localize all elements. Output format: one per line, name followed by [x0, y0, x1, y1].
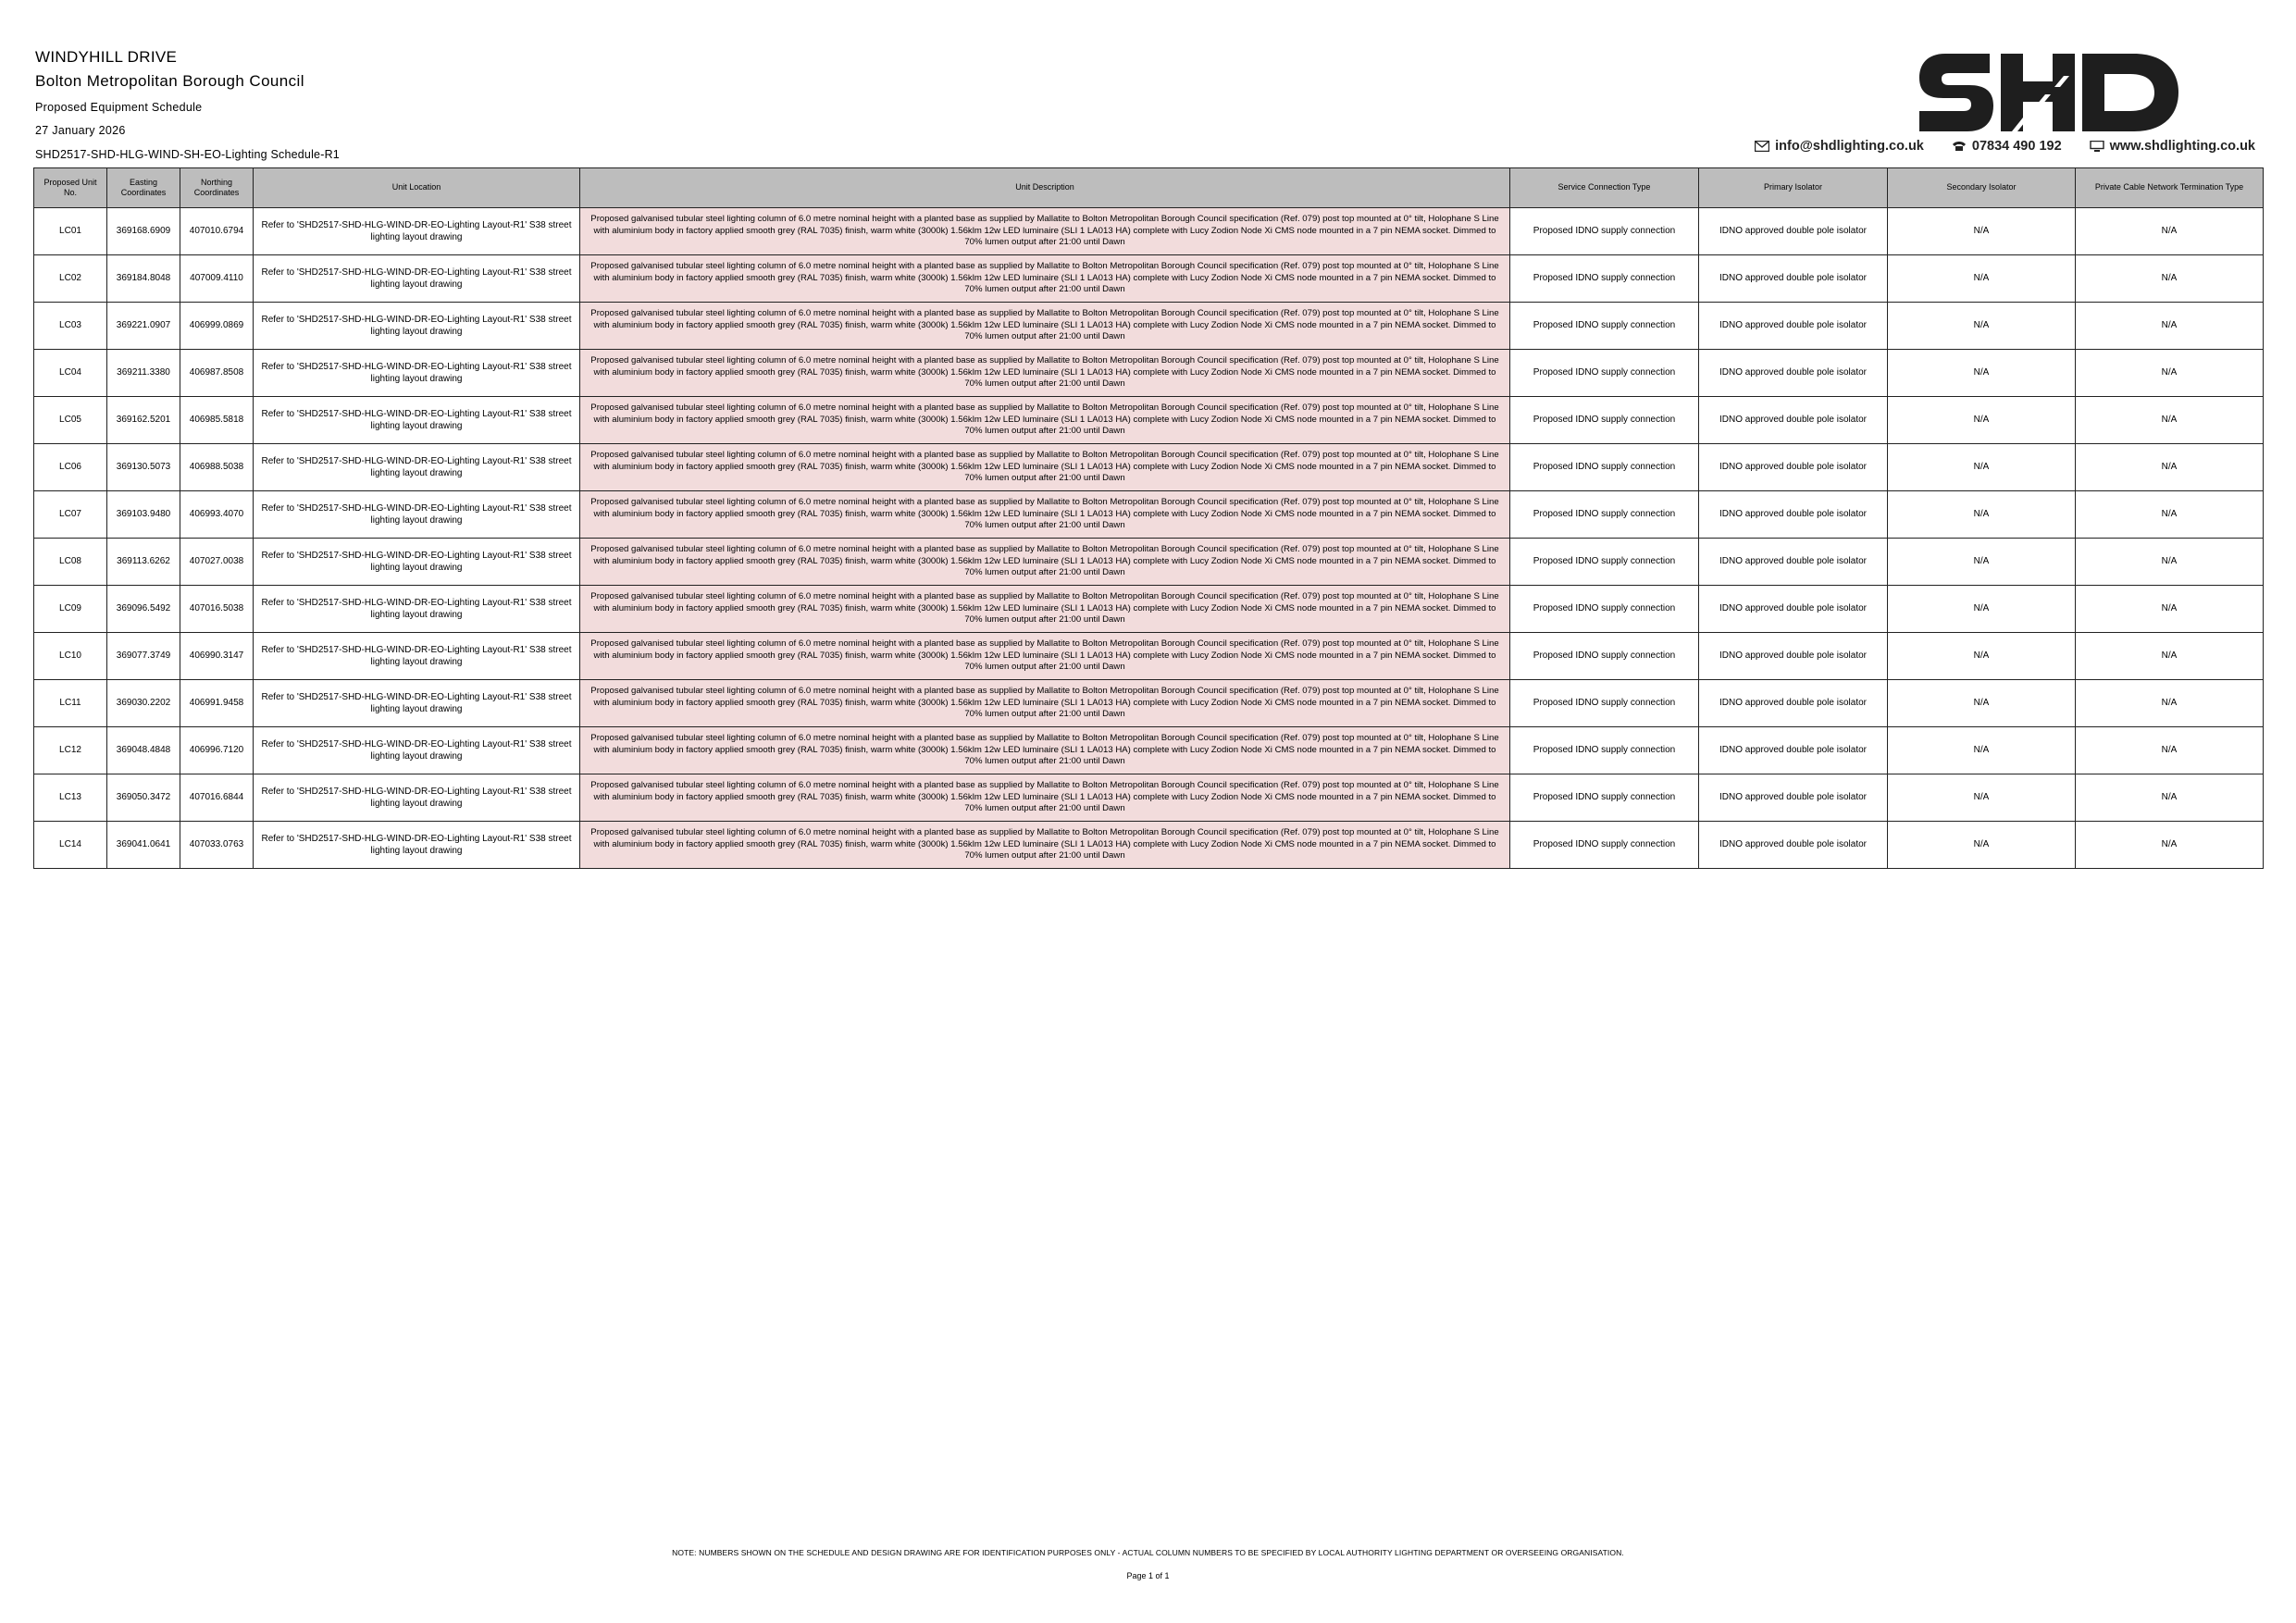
- logo-letter-s: [1919, 54, 1993, 131]
- contact-email[interactable]: [1755, 139, 1924, 154]
- table-row: [34, 255, 2264, 303]
- unit-no-cell: LC05: [34, 397, 107, 444]
- service-connection-cell: Proposed IDNO supply connection: [1510, 491, 1699, 539]
- termination-type-cell: N/A: [2076, 208, 2264, 255]
- column-header: Northing Coordinates: [180, 168, 254, 208]
- unit-no-cell: LC02: [34, 255, 107, 303]
- contact-bar: [1755, 139, 2255, 154]
- column-header: Secondary Isolator: [1888, 168, 2076, 208]
- table-row: [34, 303, 2264, 350]
- northing-cell: 407016.6844: [180, 774, 254, 822]
- secondary-isolator-cell: N/A: [1888, 303, 2076, 350]
- service-connection-cell: Proposed IDNO supply connection: [1510, 397, 1699, 444]
- unit-no-cell: LC06: [34, 444, 107, 491]
- unit-location-cell: Refer to 'SHD2517-SHD-HLG-WIND-DR-EO-Lighting Layout-R1' S38 street lighting layout drawing: [254, 680, 580, 727]
- unit-description-cell: Proposed galvanised tubular steel lighting column of 6.0 metre nominal height with a planted base as supplied by Mallatite to Bolton Metropolitan Borough Council specification (Ref. 079) post top mounted at 0° tilt, Holophane S Line with aluminium body in factory applied smooth grey (RAL 7035) finish, warm white (3000k) 1.56klm 12w LED luminaire (SLI 1 LA013 HA) complete with Lucy Zodion Node Xi CMS node mounted in a 7 pin NEMA socket. Dimmed to 70% lumen output after 21:00 until Dawn: [580, 397, 1510, 444]
- termination-type-cell: N/A: [2076, 586, 2264, 633]
- table-body: [34, 208, 2264, 869]
- unit-no-cell: LC01: [34, 208, 107, 255]
- unit-location-cell: Refer to 'SHD2517-SHD-HLG-WIND-DR-EO-Lighting Layout-R1' S38 street lighting layout drawing: [254, 539, 580, 586]
- primary-isolator-cell: IDNO approved double pole isolator: [1699, 208, 1888, 255]
- document-title: Proposed Equipment Schedule: [35, 101, 203, 114]
- contact-phone-text: 07834 490 192: [1971, 139, 2062, 154]
- primary-isolator-cell: IDNO approved double pole isolator: [1699, 350, 1888, 397]
- termination-type-cell: N/A: [2076, 303, 2264, 350]
- contact-web[interactable]: [2090, 139, 2255, 154]
- secondary-isolator-cell: N/A: [1888, 397, 2076, 444]
- client-name: Bolton Metropolitan Borough Council: [35, 72, 304, 90]
- table-row: [34, 539, 2264, 586]
- termination-type-cell: N/A: [2076, 397, 2264, 444]
- primary-isolator-cell: IDNO approved double pole isolator: [1699, 539, 1888, 586]
- envelope-icon: [1755, 141, 1769, 152]
- column-header: Unit Location: [254, 168, 580, 208]
- northing-cell: 407033.0763: [180, 822, 254, 869]
- table-row: [34, 208, 2264, 255]
- unit-no-cell: LC14: [34, 822, 107, 869]
- secondary-isolator-cell: N/A: [1888, 255, 2076, 303]
- termination-type-cell: N/A: [2076, 255, 2264, 303]
- unit-location-cell: Refer to 'SHD2517-SHD-HLG-WIND-DR-EO-Lighting Layout-R1' S38 street lighting layout drawing: [254, 208, 580, 255]
- easting-cell: 369050.3472: [107, 774, 180, 822]
- service-connection-cell: Proposed IDNO supply connection: [1510, 822, 1699, 869]
- primary-isolator-cell: IDNO approved double pole isolator: [1699, 303, 1888, 350]
- termination-type-cell: N/A: [2076, 822, 2264, 869]
- table-row: [34, 444, 2264, 491]
- unit-no-cell: LC04: [34, 350, 107, 397]
- column-header: Proposed Unit No.: [34, 168, 107, 208]
- northing-cell: 407010.6794: [180, 208, 254, 255]
- unit-location-cell: Refer to 'SHD2517-SHD-HLG-WIND-DR-EO-Lighting Layout-R1' S38 street lighting layout drawing: [254, 303, 580, 350]
- column-header: Unit Description: [580, 168, 1510, 208]
- easting-cell: 369113.6262: [107, 539, 180, 586]
- table-row: [34, 727, 2264, 774]
- table-header: [34, 168, 2264, 208]
- northing-cell: 406985.5818: [180, 397, 254, 444]
- unit-description-cell: Proposed galvanised tubular steel lighting column of 6.0 metre nominal height with a planted base as supplied by Mallatite to Bolton Metropolitan Borough Council specification (Ref. 079) post top mounted at 0° tilt, Holophane S Line with aluminium body in factory applied smooth grey (RAL 7035) finish, warm white (3000k) 1.56klm 12w LED luminaire (SLI 1 LA013 HA) complete with Lucy Zodion Node Xi CMS node mounted in a 7 pin NEMA socket. Dimmed to 70% lumen output after 21:00 until Dawn: [580, 680, 1510, 727]
- service-connection-cell: Proposed IDNO supply connection: [1510, 633, 1699, 680]
- primary-isolator-cell: IDNO approved double pole isolator: [1699, 633, 1888, 680]
- service-connection-cell: Proposed IDNO supply connection: [1510, 208, 1699, 255]
- unit-no-cell: LC11: [34, 680, 107, 727]
- termination-type-cell: N/A: [2076, 491, 2264, 539]
- termination-type-cell: N/A: [2076, 444, 2264, 491]
- primary-isolator-cell: IDNO approved double pole isolator: [1699, 680, 1888, 727]
- easting-cell: 369096.5492: [107, 586, 180, 633]
- unit-description-cell: Proposed galvanised tubular steel lighting column of 6.0 metre nominal height with a planted base as supplied by Mallatite to Bolton Metropolitan Borough Council specification (Ref. 079) post top mounted at 0° tilt, Holophane S Line with aluminium body in factory applied smooth grey (RAL 7035) finish, warm white (3000k) 1.56klm 12w LED luminaire (SLI 1 LA013 HA) complete with Lucy Zodion Node Xi CMS node mounted in a 7 pin NEMA socket. Dimmed to 70% lumen output after 21:00 until Dawn: [580, 444, 1510, 491]
- service-connection-cell: Proposed IDNO supply connection: [1510, 680, 1699, 727]
- table-header-row: [34, 168, 2264, 208]
- northing-cell: 406996.7120: [180, 727, 254, 774]
- termination-type-cell: N/A: [2076, 350, 2264, 397]
- unit-no-cell: LC08: [34, 539, 107, 586]
- unit-no-cell: LC13: [34, 774, 107, 822]
- service-connection-cell: Proposed IDNO supply connection: [1510, 303, 1699, 350]
- unit-description-cell: Proposed galvanised tubular steel lighting column of 6.0 metre nominal height with a planted base as supplied by Mallatite to Bolton Metropolitan Borough Council specification (Ref. 079) post top mounted at 0° tilt, Holophane S Line with aluminium body in factory applied smooth grey (RAL 7035) finish, warm white (3000k) 1.56klm 12w LED luminaire (SLI 1 LA013 HA) complete with Lucy Zodion Node Xi CMS node mounted in a 7 pin NEMA socket. Dimmed to 70% lumen output after 21:00 until Dawn: [580, 822, 1510, 869]
- easting-cell: 369048.4848: [107, 727, 180, 774]
- termination-type-cell: N/A: [2076, 680, 2264, 727]
- unit-description-cell: Proposed galvanised tubular steel lighting column of 6.0 metre nominal height with a planted base as supplied by Mallatite to Bolton Metropolitan Borough Council specification (Ref. 079) post top mounted at 0° tilt, Holophane S Line with aluminium body in factory applied smooth grey (RAL 7035) finish, warm white (3000k) 1.56klm 12w LED luminaire (SLI 1 LA013 HA) complete with Lucy Zodion Node Xi CMS node mounted in a 7 pin NEMA socket. Dimmed to 70% lumen output after 21:00 until Dawn: [580, 539, 1510, 586]
- secondary-isolator-cell: N/A: [1888, 727, 2076, 774]
- table-row: [34, 350, 2264, 397]
- primary-isolator-cell: IDNO approved double pole isolator: [1699, 774, 1888, 822]
- northing-cell: 407027.0038: [180, 539, 254, 586]
- unit-description-cell: Proposed galvanised tubular steel lighting column of 6.0 metre nominal height with a planted base as supplied by Mallatite to Bolton Metropolitan Borough Council specification (Ref. 079) post top mounted at 0° tilt, Holophane S Line with aluminium body in factory applied smooth grey (RAL 7035) finish, warm white (3000k) 1.56klm 12w LED luminaire (SLI 1 LA013 HA) complete with Lucy Zodion Node Xi CMS node mounted in a 7 pin NEMA socket. Dimmed to 70% lumen output after 21:00 until Dawn: [580, 586, 1510, 633]
- secondary-isolator-cell: N/A: [1888, 539, 2076, 586]
- easting-cell: 369211.3380: [107, 350, 180, 397]
- service-connection-cell: Proposed IDNO supply connection: [1510, 774, 1699, 822]
- contact-email-text: info@shdlighting.co.uk: [1775, 139, 1924, 154]
- equipment-schedule-table: [33, 167, 2264, 869]
- unit-location-cell: Refer to 'SHD2517-SHD-HLG-WIND-DR-EO-Lighting Layout-R1' S38 street lighting layout drawing: [254, 350, 580, 397]
- logo-letter-d: [2082, 54, 2178, 131]
- contact-web-text: www.shdlighting.co.uk: [2109, 139, 2255, 154]
- service-connection-cell: Proposed IDNO supply connection: [1510, 255, 1699, 303]
- easting-cell: 369184.8048: [107, 255, 180, 303]
- primary-isolator-cell: IDNO approved double pole isolator: [1699, 444, 1888, 491]
- unit-no-cell: LC03: [34, 303, 107, 350]
- unit-location-cell: Refer to 'SHD2517-SHD-HLG-WIND-DR-EO-Lighting Layout-R1' S38 street lighting layout drawing: [254, 727, 580, 774]
- logo-letter-h: [2001, 54, 2075, 131]
- termination-type-cell: N/A: [2076, 633, 2264, 680]
- secondary-isolator-cell: N/A: [1888, 491, 2076, 539]
- termination-type-cell: N/A: [2076, 727, 2264, 774]
- northing-cell: 407016.5038: [180, 586, 254, 633]
- unit-location-cell: Refer to 'SHD2517-SHD-HLG-WIND-DR-EO-Lighting Layout-R1' S38 street lighting layout drawing: [254, 822, 580, 869]
- easting-cell: 369030.2202: [107, 680, 180, 727]
- northing-cell: 406999.0869: [180, 303, 254, 350]
- page-number: Page 1 of 1: [1126, 1571, 1170, 1580]
- primary-isolator-cell: IDNO approved double pole isolator: [1699, 586, 1888, 633]
- unit-location-cell: Refer to 'SHD2517-SHD-HLG-WIND-DR-EO-Lighting Layout-R1' S38 street lighting layout drawing: [254, 586, 580, 633]
- service-connection-cell: Proposed IDNO supply connection: [1510, 444, 1699, 491]
- primary-isolator-cell: IDNO approved double pole isolator: [1699, 397, 1888, 444]
- northing-cell: 406987.8508: [180, 350, 254, 397]
- unit-description-cell: Proposed galvanised tubular steel lighting column of 6.0 metre nominal height with a planted base as supplied by Mallatite to Bolton Metropolitan Borough Council specification (Ref. 079) post top mounted at 0° tilt, Holophane S Line with aluminium body in factory applied smooth grey (RAL 7035) finish, warm white (3000k) 1.56klm 12w LED luminaire (SLI 1 LA013 HA) complete with Lucy Zodion Node Xi CMS node mounted in a 7 pin NEMA socket. Dimmed to 70% lumen output after 21:00 until Dawn: [580, 633, 1510, 680]
- unit-location-cell: Refer to 'SHD2517-SHD-HLG-WIND-DR-EO-Lighting Layout-R1' S38 street lighting layout drawing: [254, 397, 580, 444]
- secondary-isolator-cell: N/A: [1888, 586, 2076, 633]
- primary-isolator-cell: IDNO approved double pole isolator: [1699, 822, 1888, 869]
- document-reference: SHD2517-SHD-HLG-WIND-SH-EO-Lighting Schedule-R1: [35, 148, 340, 161]
- unit-no-cell: LC10: [34, 633, 107, 680]
- service-connection-cell: Proposed IDNO supply connection: [1510, 586, 1699, 633]
- service-connection-cell: Proposed IDNO supply connection: [1510, 727, 1699, 774]
- unit-no-cell: LC07: [34, 491, 107, 539]
- unit-no-cell: LC09: [34, 586, 107, 633]
- primary-isolator-cell: IDNO approved double pole isolator: [1699, 727, 1888, 774]
- secondary-isolator-cell: N/A: [1888, 774, 2076, 822]
- column-header: Service Connection Type: [1510, 168, 1699, 208]
- unit-description-cell: Proposed galvanised tubular steel lighting column of 6.0 metre nominal height with a planted base as supplied by Mallatite to Bolton Metropolitan Borough Council specification (Ref. 079) post top mounted at 0° tilt, Holophane S Line with aluminium body in factory applied smooth grey (RAL 7035) finish, warm white (3000k) 1.56klm 12w LED luminaire (SLI 1 LA013 HA) complete with Lucy Zodion Node Xi CMS node mounted in a 7 pin NEMA socket. Dimmed to 70% lumen output after 21:00 until Dawn: [580, 350, 1510, 397]
- column-header: Primary Isolator: [1699, 168, 1888, 208]
- primary-isolator-cell: IDNO approved double pole isolator: [1699, 255, 1888, 303]
- unit-no-cell: LC12: [34, 727, 107, 774]
- unit-location-cell: Refer to 'SHD2517-SHD-HLG-WIND-DR-EO-Lighting Layout-R1' S38 street lighting layout drawing: [254, 444, 580, 491]
- unit-description-cell: Proposed galvanised tubular steel lighting column of 6.0 metre nominal height with a planted base as supplied by Mallatite to Bolton Metropolitan Borough Council specification (Ref. 079) post top mounted at 0° tilt, Holophane S Line with aluminium body in factory applied smooth grey (RAL 7035) finish, warm white (3000k) 1.56klm 12w LED luminaire (SLI 1 LA013 HA) complete with Lucy Zodion Node Xi CMS node mounted in a 7 pin NEMA socket. Dimmed to 70% lumen output after 21:00 until Dawn: [580, 208, 1510, 255]
- service-connection-cell: Proposed IDNO supply connection: [1510, 539, 1699, 586]
- northing-cell: 407009.4110: [180, 255, 254, 303]
- table-row: [34, 397, 2264, 444]
- monitor-icon: [2090, 141, 2104, 152]
- termination-type-cell: N/A: [2076, 539, 2264, 586]
- unit-location-cell: Refer to 'SHD2517-SHD-HLG-WIND-DR-EO-Lighting Layout-R1' S38 street lighting layout drawing: [254, 255, 580, 303]
- contact-phone[interactable]: [1952, 139, 2062, 154]
- secondary-isolator-cell: N/A: [1888, 822, 2076, 869]
- easting-cell: 369103.9480: [107, 491, 180, 539]
- secondary-isolator-cell: N/A: [1888, 208, 2076, 255]
- easting-cell: 369162.5201: [107, 397, 180, 444]
- easting-cell: 369130.5073: [107, 444, 180, 491]
- easting-cell: 369041.0641: [107, 822, 180, 869]
- unit-description-cell: Proposed galvanised tubular steel lighting column of 6.0 metre nominal height with a planted base as supplied by Mallatite to Bolton Metropolitan Borough Council specification (Ref. 079) post top mounted at 0° tilt, Holophane S Line with aluminium body in factory applied smooth grey (RAL 7035) finish, warm white (3000k) 1.56klm 12w LED luminaire (SLI 1 LA013 HA) complete with Lucy Zodion Node Xi CMS node mounted in a 7 pin NEMA socket. Dimmed to 70% lumen output after 21:00 until Dawn: [580, 774, 1510, 822]
- unit-location-cell: Refer to 'SHD2517-SHD-HLG-WIND-DR-EO-Lighting Layout-R1' S38 street lighting layout drawing: [254, 633, 580, 680]
- service-connection-cell: Proposed IDNO supply connection: [1510, 350, 1699, 397]
- table-row: [34, 586, 2264, 633]
- table-row: [34, 680, 2264, 727]
- northing-cell: 406990.3147: [180, 633, 254, 680]
- table-row: [34, 633, 2264, 680]
- unit-location-cell: Refer to 'SHD2517-SHD-HLG-WIND-DR-EO-Lighting Layout-R1' S38 street lighting layout drawing: [254, 491, 580, 539]
- table-row: [34, 774, 2264, 822]
- easting-cell: 369168.6909: [107, 208, 180, 255]
- unit-description-cell: Proposed galvanised tubular steel lighting column of 6.0 metre nominal height with a planted base as supplied by Mallatite to Bolton Metropolitan Borough Council specification (Ref. 079) post top mounted at 0° tilt, Holophane S Line with aluminium body in factory applied smooth grey (RAL 7035) finish, warm white (3000k) 1.56klm 12w LED luminaire (SLI 1 LA013 HA) complete with Lucy Zodion Node Xi CMS node mounted in a 7 pin NEMA socket. Dimmed to 70% lumen output after 21:00 until Dawn: [580, 727, 1510, 774]
- secondary-isolator-cell: N/A: [1888, 680, 2076, 727]
- unit-description-cell: Proposed galvanised tubular steel lighting column of 6.0 metre nominal height with a planted base as supplied by Mallatite to Bolton Metropolitan Borough Council specification (Ref. 079) post top mounted at 0° tilt, Holophane S Line with aluminium body in factory applied smooth grey (RAL 7035) finish, warm white (3000k) 1.56klm 12w LED luminaire (SLI 1 LA013 HA) complete with Lucy Zodion Node Xi CMS node mounted in a 7 pin NEMA socket. Dimmed to 70% lumen output after 21:00 until Dawn: [580, 491, 1510, 539]
- site-name: WINDYHILL DRIVE: [35, 48, 178, 66]
- northing-cell: 406991.9458: [180, 680, 254, 727]
- shd-logo: [1916, 48, 2184, 137]
- secondary-isolator-cell: N/A: [1888, 633, 2076, 680]
- column-header: Easting Coordinates: [107, 168, 180, 208]
- termination-type-cell: N/A: [2076, 774, 2264, 822]
- document-date: 27 January 2026: [35, 124, 126, 137]
- column-header: Private Cable Network Termination Type: [2076, 168, 2264, 208]
- footer-note: NOTE: NUMBERS SHOWN ON THE SCHEDULE AND DESIGN DRAWING ARE FOR IDENTIFICATION PURPOSES ONLY - ACTUAL COLUMN NUMBERS TO BE SPECIFIED BY LOCAL AUTHORITY LIGHTING DEPARTMENT OR OVERSEEING ORGANISATION.: [672, 1548, 1624, 1557]
- secondary-isolator-cell: N/A: [1888, 444, 2076, 491]
- unit-location-cell: Refer to 'SHD2517-SHD-HLG-WIND-DR-EO-Lighting Layout-R1' S38 street lighting layout drawing: [254, 774, 580, 822]
- table-row: [34, 822, 2264, 869]
- easting-cell: 369221.0907: [107, 303, 180, 350]
- northing-cell: 406988.5038: [180, 444, 254, 491]
- easting-cell: 369077.3749: [107, 633, 180, 680]
- telephone-icon: [1952, 141, 1967, 152]
- unit-description-cell: Proposed galvanised tubular steel lighting column of 6.0 metre nominal height with a planted base as supplied by Mallatite to Bolton Metropolitan Borough Council specification (Ref. 079) post top mounted at 0° tilt, Holophane S Line with aluminium body in factory applied smooth grey (RAL 7035) finish, warm white (3000k) 1.56klm 12w LED luminaire (SLI 1 LA013 HA) complete with Lucy Zodion Node Xi CMS node mounted in a 7 pin NEMA socket. Dimmed to 70% lumen output after 21:00 until Dawn: [580, 303, 1510, 350]
- table-row: [34, 491, 2264, 539]
- secondary-isolator-cell: N/A: [1888, 350, 2076, 397]
- primary-isolator-cell: IDNO approved double pole isolator: [1699, 491, 1888, 539]
- unit-description-cell: Proposed galvanised tubular steel lighting column of 6.0 metre nominal height with a planted base as supplied by Mallatite to Bolton Metropolitan Borough Council specification (Ref. 079) post top mounted at 0° tilt, Holophane S Line with aluminium body in factory applied smooth grey (RAL 7035) finish, warm white (3000k) 1.56klm 12w LED luminaire (SLI 1 LA013 HA) complete with Lucy Zodion Node Xi CMS node mounted in a 7 pin NEMA socket. Dimmed to 70% lumen output after 21:00 until Dawn: [580, 255, 1510, 303]
- northing-cell: 406993.4070: [180, 491, 254, 539]
